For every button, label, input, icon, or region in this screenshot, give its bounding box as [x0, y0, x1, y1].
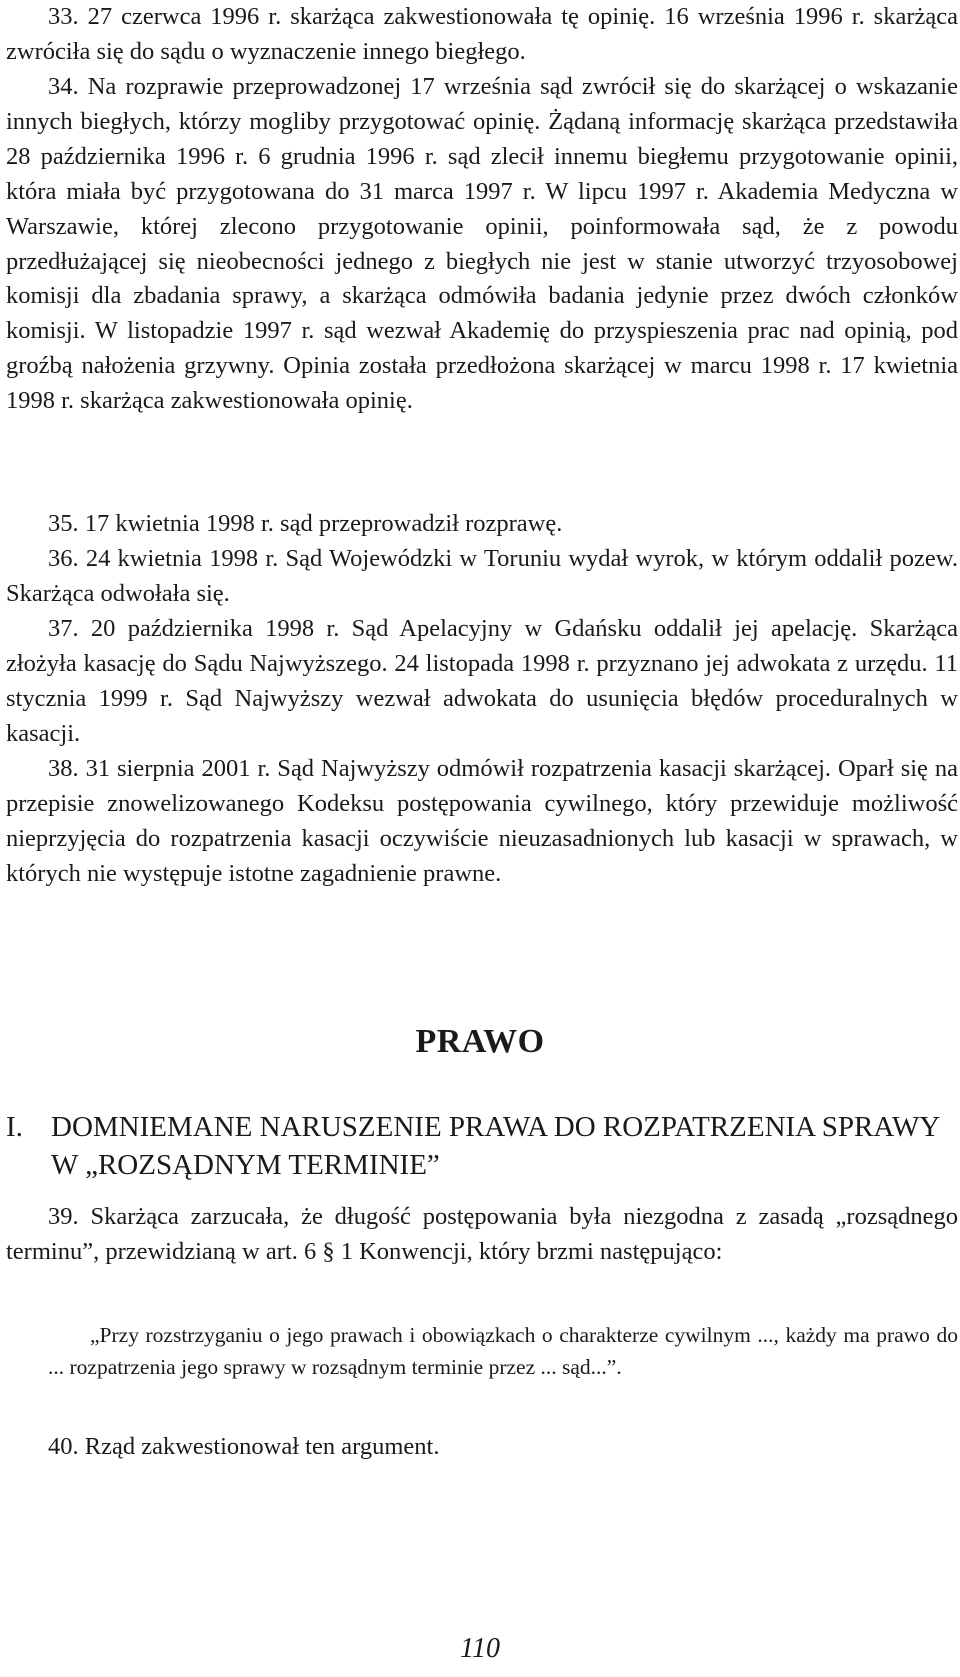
convention-quote: „Przy rozstrzyganiu o jego prawach i obowiązkach o charakterze cywilnym ..., każdy ma prawo do ... rozpatrzenia jego sprawy w rozsądnym terminie przez ... sąd...”. — [48, 1323, 958, 1379]
section-title: DOMNIEMANE NARUSZENIE PRAWA DO ROZPATRZENIA SPRAWY W „ROZSĄDNYM TERMINIE” — [51, 1111, 940, 1181]
paragraph-37: 37. 20 października 1998 r. Sąd Apelacyjny w Gdańsku oddalił jej apelację. Skarżąca złożyła kasację do Sądu Najwyższego. 24 listopada 1998 r. przyznano jej adwokata z urzędu. 11 stycznia 1999 r. Sąd Najwyższy wezwał adwokata do usunięcia błędów proceduralnych w kasacji. — [6, 615, 958, 747]
paragraph-33: 33. 27 czerwca 1996 r. skarżąca zakwestionowała tę opinię. 16 września 1996 r. skarżąca zwróciła się do sądu o wyznaczenie innego biegłego. — [6, 3, 958, 65]
page-number: 110 — [460, 1633, 500, 1664]
paragraph-34: 34. Na rozprawie przeprowadzonej 17 września sąd zwrócił się do skarżącej o wskazanie innych biegłych, którzy mogliby przygotować opinię. Żądaną informację skarżąca przedstawiła 28 października 1996 r. 6 grudnia 1996 r. sąd zlecił innemu biegłemu przygotowanie opinii, która miała być przygotowana do 31 marca 1997 r. W lipcu 1997 r. Akademia Medyczna w Warszawie, której zlecono przygotowanie opinii, poinformowała sąd, że z powodu przedłużającej się nieobecności jednego z biegłych nie jest w stanie utworzyć trzyosobowej komisji dla zbadania sprawy, a skarżąca odmówiła badania jedynie przez dwóch członków komisji. W listopadzie 1997 r. sąd wezwał Akademię do przyspieszenia prac nad opinią, pod groźbą nałożenia grzywny. Opinia została przedłożona skarżącej w marcu 1998 r. 17 kwietnia 1998 r. skarżąca zakwestionowała opinię. — [6, 73, 958, 415]
paragraph-40: 40. Rząd zakwestionował ten argument. — [48, 1433, 440, 1460]
section-heading-prawo: PRAWO — [415, 1023, 545, 1060]
paragraph-36: 36. 24 kwietnia 1998 r. Sąd Wojewódzki w Toruniu wydał wyrok, w którym oddalił pozew. Skarżąca odwołała się. — [6, 545, 958, 607]
section-number: I. — [6, 1111, 23, 1143]
paragraph-35: 35. 17 kwietnia 1998 r. sąd przeprowadził rozprawę. — [48, 510, 563, 537]
paragraph-39: 39. Skarżąca zarzucała, że długość postępowania była niezgodna z zasadą „rozsądnego terminu”, przewidzianą w art. 6 § 1 Konwencji, który brzmi następująco: — [6, 1203, 958, 1265]
paragraph-38: 38. 31 sierpnia 2001 r. Sąd Najwyższy odmówił rozpatrzenia kasacji skarżącej. Oparł się na przepisie znowelizowanego Kodeksu postępowania cywilnego, który przewiduje możliwość nieprzyjęcia do rozpatrzenia kasacji oczywiście nieuzasadnionych lub kasacji w sprawach, w których nie występuje istotne zagadnienie prawne. — [6, 755, 958, 887]
section-i-heading — [6, 1108, 946, 1184]
